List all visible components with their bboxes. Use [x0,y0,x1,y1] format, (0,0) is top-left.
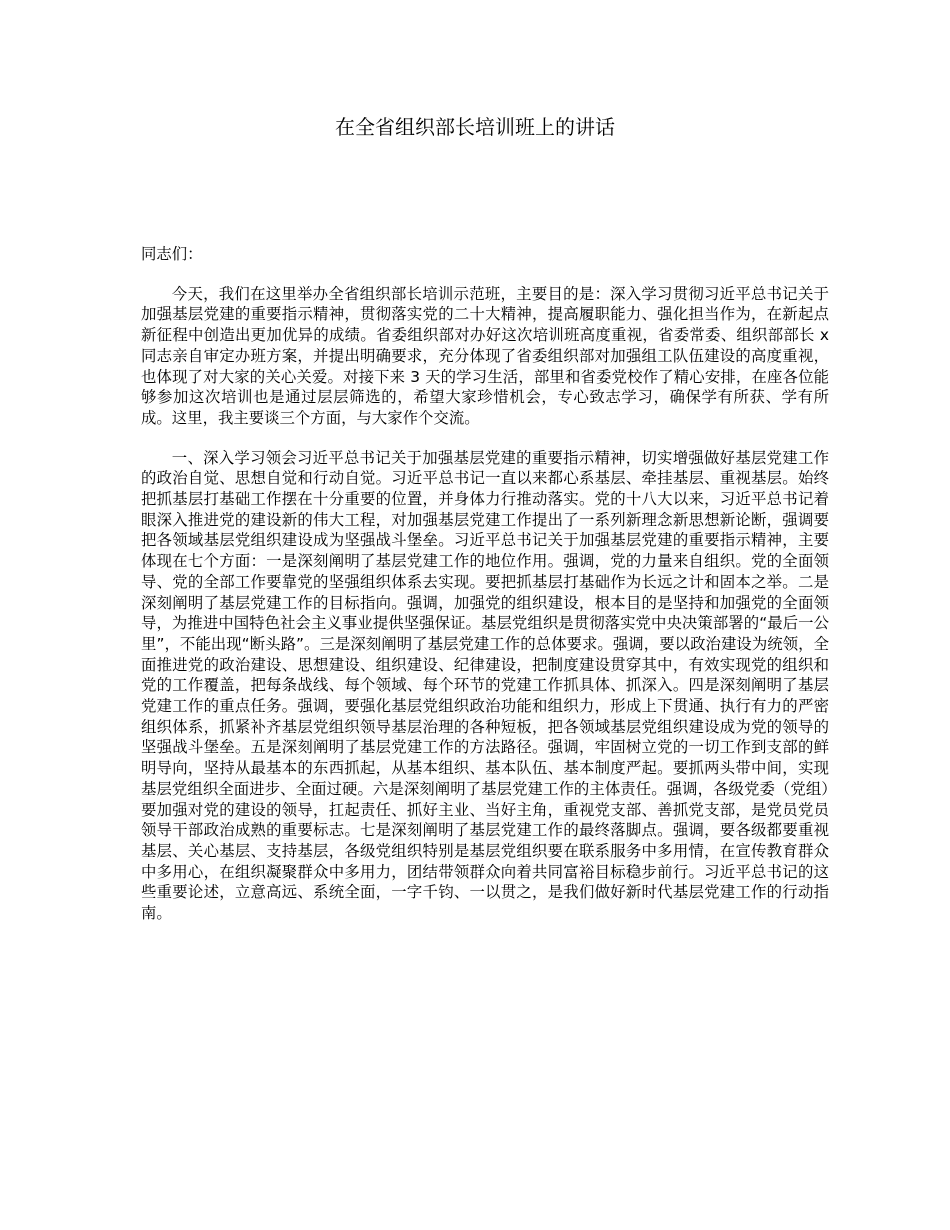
paragraph-section-one: 一、深入学习领会习近平总书记关于加强基层党建的重要指示精神，切实增强做好基层党建工作的政治自觉、思想自觉和行动自觉。习近平总书记一直以来都心系基层、牵挂基层、重视基层。始终把抓基层打基础工作摆在十分重要的位置，并身体力行推动落实。党的十八大以来，习近平总书记着眼深入推进党的建设新的伟大工程，对加强基层党建工作提出了一系列新理念新思想新论断，强调要把各领域基层党组织建设成为坚强战斗堡垒。习近平总书记关于加强基层党建的重要指示精神，主要体现在七个方面：一是深刻阐明了基层党建工作的地位作用。强调，党的力量来自组织。党的全面领导、党的全部工作要靠党的坚强组织体系去实现。要把抓基层打基础作为长远之计和固本之举。二是深刻阐明了基层党建工作的目标指向。强调，加强党的组织建设，根本目的是坚持和加强党的全面领导，为推进中国特色社会主义事业提供坚强保证。基层党组织是贯彻落实党中央决策部署的“最后一公里”，不能出现“断头路”。三是深刻阐明了基层党建工作的总体要求。强调，要以政治建设为统领，全面推进党的政治建设、思想建设、组织建设、纪律建设，把制度建设贯穿其中，有效实现党的组织和党的工作覆盖，把每条战线、每个领域、每个环节的党建工作抓具体、抓深入。四是深刻阐明了基层党建工作的重点任务。强调，要强化基层党组织政治功能和组织力，形成上下贯通、执行有力的严密组织体系，抓紧补齐基层党组织领导基层治理的各种短板，把各领域基层党组织建设成为党的领导的坚强战斗堡垒。五是深刻阐明了基层党建工作的方法路径。强调，牢固树立党的一切工作到支部的鲜明导向，坚持从最基本的东西抓起，从基本组织、基本队伍、基本制度严起。要抓两头带中间，实现基层党组织全面进步、全面过硬。六是深刻阐明了基层党建工作的主体责任。强调，各级党委（党组）要加强对党的建设的领导，扛起责任、抓好主业、当好主角，重视党支部、善抓党支部，是党员党员领导干部政治成熟的重要标志。七是深刻阐明了基层党建工作的最终落脚点。强调，要各级都要重视基层、关心基层、支持基层，各级党组织特别是基层党组织要在联系服务中多用情，在宣传教育群众中多用心，在组织凝聚群众中多用力，团结带领群众向着共同富裕目标稳步前行。习近平总书记的这些重要论述，立意高远、系统全面，一字千钧、一以贯之，是我们做好新时代基层党建工作的行动指南。 [141,448,829,923]
document-title: 在全省组织部长培训班上的讲话 [335,115,615,139]
document-body [141,244,829,943]
salutation: 同志们： [141,245,203,263]
paragraph-intro: 今天，我们在这里举办全省组织部长培训示范班，主要目的是：深入学习贯彻习近平总书记关于加强基层党建的重要指示精神，贯彻落实党的二十大精神，提高履职能力、强化担当作为，在新起点新征程中创造出更加优异的成绩。省委组织部对办好这次培训班高度重视，省委常委、组织部部长 x 同志亲自审定办班方案，并提出明确要求，充分体现了省委组织部对加强组工队伍建设的高度重视，也体现了对大家的关心关爱。对接下来 3 天的学习生活，部里和省委党校作了精心安排，在座各位能够参加这次培训也是通过层层筛选的，希望大家珍惜机会，专心致志学习，确保学有所获、学有所成。这里，我主要谈三个方面，与大家作个交流。 [141,284,829,427]
